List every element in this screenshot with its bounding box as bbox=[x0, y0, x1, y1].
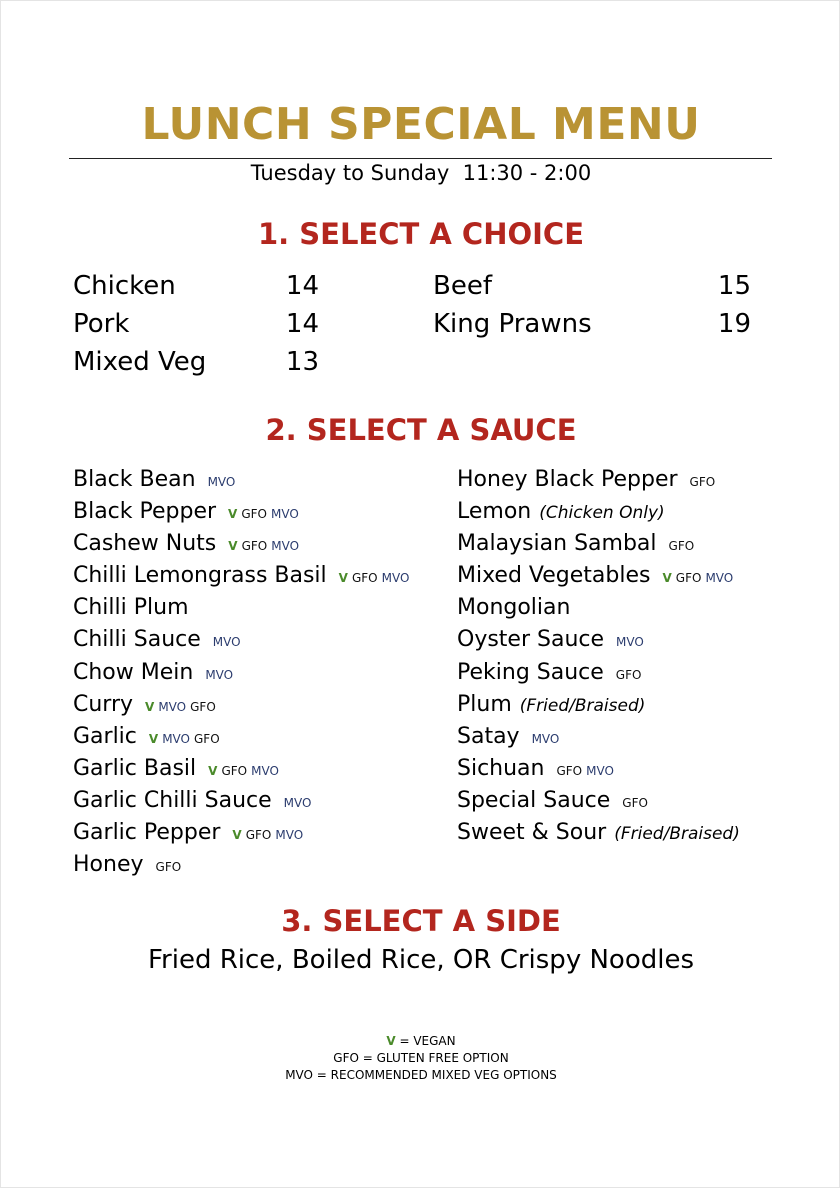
sauce-tags bbox=[232, 828, 307, 842]
sauce-item bbox=[457, 595, 740, 627]
sauce-name: Honey bbox=[73, 852, 144, 878]
sauce-tag-v: V bbox=[662, 571, 672, 586]
sauce-tag-gfo: GFO bbox=[245, 828, 272, 843]
section-sauce-heading: 2. SELECT A SAUCE bbox=[265, 413, 577, 447]
sauce-tag-gfo: GFO bbox=[194, 731, 220, 746]
sauce-name: Black Pepper bbox=[73, 499, 217, 525]
sauce-tag-gfo: GFO bbox=[351, 571, 378, 586]
sauce-tags bbox=[228, 507, 303, 521]
sauce-item bbox=[457, 467, 740, 499]
sauce-name: Plum bbox=[457, 691, 512, 717]
sauce-tag-mvo: MVO bbox=[283, 795, 312, 810]
sauce-tag-mvo: MVO bbox=[271, 507, 299, 522]
sauce-name: Lemon bbox=[457, 499, 532, 525]
sauce-tags bbox=[339, 571, 414, 585]
legend-vegan-symbol: V bbox=[386, 1034, 396, 1048]
section-side-heading: 3. SELECT A SIDE bbox=[281, 904, 561, 938]
legend-gfo: GFO = GLUTEN FREE OPTION bbox=[333, 1051, 509, 1065]
sauce-item bbox=[73, 692, 413, 724]
sauce-item bbox=[457, 724, 740, 756]
sauce-item bbox=[73, 660, 413, 692]
sauce-item bbox=[457, 531, 740, 563]
sauce-item bbox=[73, 788, 413, 820]
sauce-name: Sweet & Sour bbox=[457, 820, 607, 846]
sauce-name: Curry bbox=[73, 691, 134, 717]
sauce-tags bbox=[213, 635, 245, 649]
sauce-item bbox=[73, 724, 413, 756]
sauce-item bbox=[73, 852, 413, 884]
sauce-tag-mvo: MVO bbox=[205, 667, 234, 682]
sauce-item bbox=[457, 563, 740, 595]
sauce-tags bbox=[228, 539, 303, 553]
sauce-tag-mvo: MVO bbox=[162, 731, 190, 746]
service-hours: Tuesday to Sunday 11:30 - 2:00 bbox=[250, 161, 592, 185]
sauce-tags bbox=[208, 764, 283, 778]
sauce-tag-mvo: MVO bbox=[251, 763, 279, 778]
sauce-tag-v: V bbox=[228, 507, 238, 522]
sauce-item bbox=[73, 627, 413, 659]
sauce-tag-mvo: MVO bbox=[586, 763, 614, 778]
sauce-tag-gfo: GFO bbox=[556, 763, 583, 778]
sauce-tag-mvo: MVO bbox=[616, 635, 644, 650]
sauce-tags bbox=[669, 539, 699, 553]
sauce-name: Garlic Basil bbox=[73, 755, 197, 781]
sauce-item bbox=[457, 660, 740, 692]
menu-title: LUNCH SPECIAL MENU bbox=[141, 99, 701, 150]
sauce-item bbox=[457, 820, 740, 852]
sauce-tag-gfo: GFO bbox=[689, 475, 716, 489]
sauce-name: Chilli Lemongrass Basil bbox=[73, 563, 327, 589]
sauce-note: (Chicken Only) bbox=[539, 503, 665, 524]
sauce-tags bbox=[208, 475, 240, 489]
sauce-name: Garlic Chilli Sauce bbox=[73, 787, 272, 813]
sauce-item bbox=[457, 756, 740, 788]
sauce-item bbox=[73, 563, 413, 595]
choice-name: King Prawns bbox=[433, 309, 592, 339]
choice-price: 15 bbox=[717, 271, 751, 301]
sauce-item bbox=[457, 627, 740, 659]
sauce-name: Satay bbox=[457, 723, 520, 749]
sauce-tags bbox=[622, 796, 652, 810]
sauce-name: Chilli Plum bbox=[73, 595, 189, 621]
choice-price: 19 bbox=[717, 309, 751, 339]
sauce-tag-gfo: GFO bbox=[668, 539, 695, 554]
sauce-name: Special Sauce bbox=[457, 787, 611, 813]
sauce-name: Sichuan bbox=[457, 755, 545, 781]
sauce-tags bbox=[556, 764, 617, 778]
choice-price: 14 bbox=[285, 309, 319, 339]
legend-vegan-text: = VEGAN bbox=[395, 1034, 456, 1048]
sauce-tag-gfo: GFO bbox=[190, 699, 216, 714]
sauce-tag-mvo: MVO bbox=[158, 699, 187, 714]
choice-price: 14 bbox=[285, 271, 319, 301]
sauce-name: Chow Mein bbox=[73, 659, 194, 685]
sauce-tag-v: V bbox=[228, 539, 238, 554]
sauce-tags bbox=[156, 860, 186, 874]
sauce-name: Honey Black Pepper bbox=[457, 467, 678, 492]
sauce-tag-mvo: MVO bbox=[207, 475, 236, 489]
sauce-tags bbox=[616, 635, 648, 649]
sauce-item bbox=[73, 756, 413, 788]
sauce-tag-mvo: MVO bbox=[275, 828, 304, 843]
sauce-tag-gfo: GFO bbox=[241, 539, 268, 554]
sauce-tag-mvo: MVO bbox=[271, 539, 300, 554]
sauce-tags bbox=[663, 571, 738, 585]
sauce-tag-gfo: GFO bbox=[675, 571, 702, 586]
sauce-tag-mvo: MVO bbox=[531, 731, 560, 746]
sauce-name: Mongolian bbox=[457, 595, 571, 621]
sauce-tags bbox=[616, 668, 646, 682]
legend bbox=[1, 1033, 840, 1084]
sauce-tags bbox=[284, 796, 316, 810]
sauce-tags bbox=[532, 732, 564, 746]
sauce-note: (Fried/Braised) bbox=[614, 824, 740, 845]
sauce-name: Garlic bbox=[73, 723, 137, 749]
sauce-tag-v: V bbox=[208, 763, 218, 778]
sauce-item bbox=[73, 499, 413, 531]
choice-name: Mixed Veg bbox=[73, 347, 207, 377]
sauce-tag-gfo: GFO bbox=[155, 860, 182, 875]
section-choice-heading: 1. SELECT A CHOICE bbox=[257, 217, 585, 251]
sauce-list-right bbox=[457, 467, 740, 852]
sauce-tag-mvo: MVO bbox=[705, 571, 734, 586]
sauce-name: Malaysian Sambal bbox=[457, 531, 657, 557]
sauce-name: Cashew Nuts bbox=[73, 531, 217, 557]
sauce-tag-gfo: GFO bbox=[622, 795, 648, 810]
sauce-name: Chilli Sauce bbox=[73, 627, 201, 653]
choice-name: Pork bbox=[73, 309, 130, 339]
sauce-item bbox=[73, 595, 413, 627]
sauce-item bbox=[457, 692, 740, 724]
sauce-tags bbox=[145, 700, 220, 714]
sauce-name: Black Bean bbox=[73, 467, 196, 492]
sauce-tags bbox=[690, 475, 720, 489]
sauce-item bbox=[73, 467, 413, 499]
legend-mvo: MVO = RECOMMENDED MIXED VEG OPTIONS bbox=[285, 1068, 557, 1082]
sauce-name: Mixed Vegetables bbox=[457, 563, 651, 589]
choice-name: Beef bbox=[433, 271, 492, 301]
sauce-tag-v: V bbox=[338, 571, 348, 586]
choice-price: 13 bbox=[285, 347, 319, 377]
sauce-tags bbox=[149, 732, 224, 746]
sauce-tag-gfo: GFO bbox=[241, 507, 267, 522]
title-divider bbox=[69, 158, 772, 159]
sauce-name: Garlic Pepper bbox=[73, 820, 221, 846]
sauce-tag-v: V bbox=[148, 731, 159, 746]
choice-name: Chicken bbox=[73, 271, 176, 301]
sauce-list-left bbox=[73, 467, 413, 884]
sauce-tag-v: V bbox=[145, 699, 155, 714]
sauce-tag-mvo: MVO bbox=[381, 571, 410, 586]
sauce-item bbox=[457, 788, 740, 820]
legend-vegan bbox=[1, 1033, 840, 1050]
sauce-name: Oyster Sauce bbox=[457, 627, 605, 653]
sauce-tag-gfo: GFO bbox=[615, 667, 642, 682]
side-options: Fried Rice, Boiled Rice, OR Crispy Noodles bbox=[147, 945, 694, 975]
sauce-tag-mvo: MVO bbox=[212, 635, 241, 650]
sauce-tag-gfo: GFO bbox=[221, 763, 248, 778]
sauce-item bbox=[73, 531, 413, 563]
sauce-item bbox=[73, 820, 413, 852]
sauce-tags bbox=[205, 668, 237, 682]
sauce-name: Peking Sauce bbox=[457, 659, 604, 685]
sauce-note: (Fried/Braised) bbox=[519, 695, 646, 716]
sauce-tag-v: V bbox=[232, 828, 242, 843]
sauce-item bbox=[457, 499, 740, 531]
